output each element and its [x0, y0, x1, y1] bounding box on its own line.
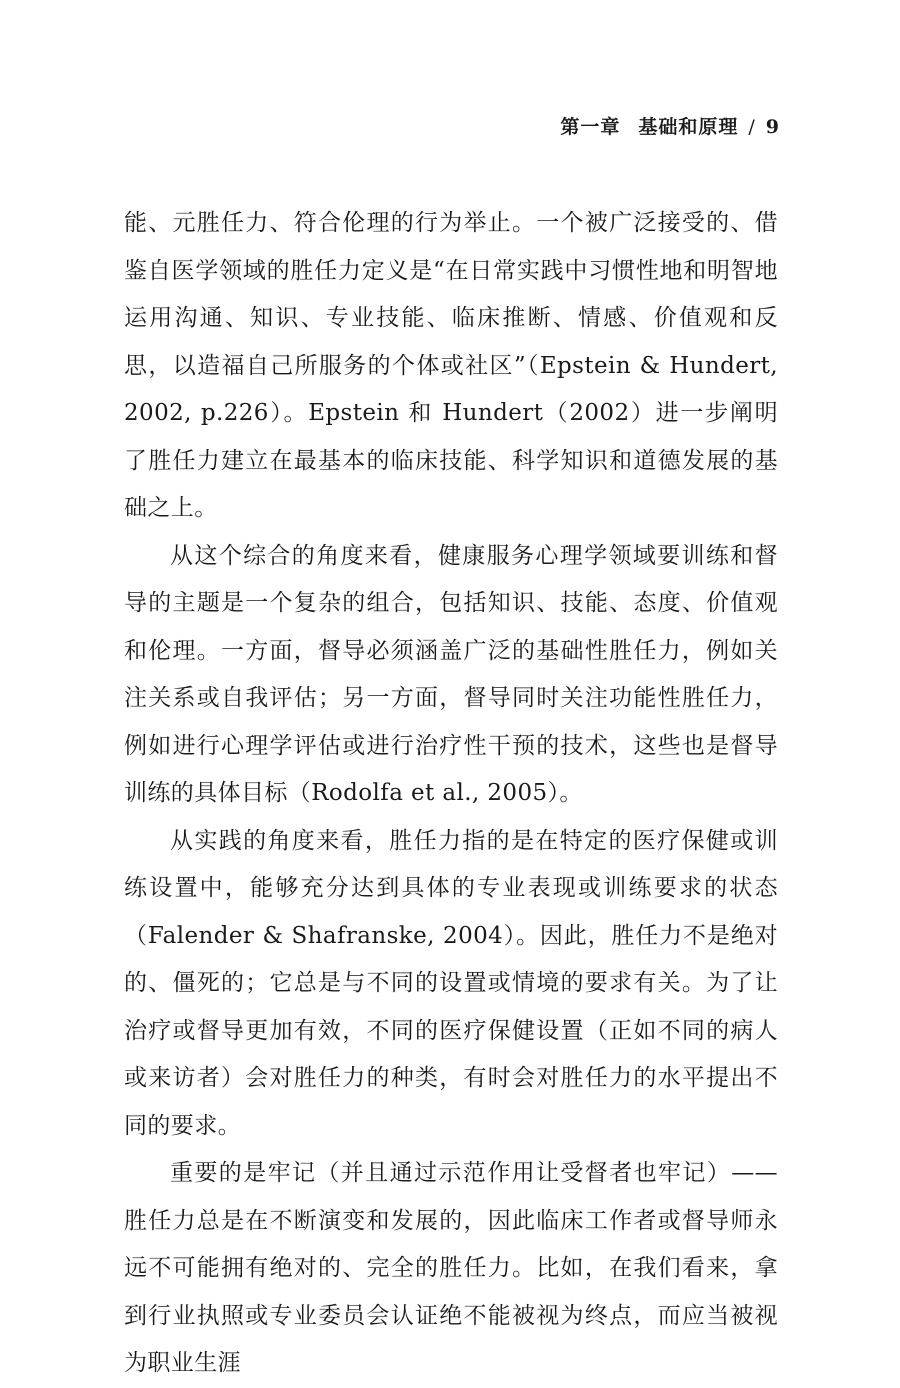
body-text	[124, 200, 778, 1388]
page-number: 9	[765, 116, 780, 138]
paragraph-continued: 能、元胜任力、符合伦理的行为举止。一个被广泛接受的、借鉴自医学领域的胜任力定义是“在日常实践中习惯性地和明智地运用沟通、知识、专业技能、临床推断、情感、价值观和反思，以造福自己所服务的个体或社区”（Epstein & Hundert, 2002, p.226）。Epstein 和 Hundert（2002）进一步阐明了胜任力建立在最基本的临床技能、科学知识和道德发展的基础之上。	[124, 210, 778, 521]
paragraph: 从这个综合的角度来看，健康服务心理学领域要训练和督导的主题是一个复杂的组合，包括知识、技能、态度、价值观和伦理。一方面，督导必须涵盖广泛的基础性胜任力，例如关注关系或自我评估；另一方面，督导同时关注功能性胜任力，例如进行心理学评估或进行治疗性干预的技术，这些也是督导训练的具体目标（Rodolfa et al., 2005）。	[124, 542, 778, 806]
header-separator: /	[748, 116, 756, 138]
chapter-label: 第一章	[560, 116, 621, 138]
paragraph: 重要的是牢记（并且通过示范作用让受督者也牢记）——胜任力总是在不断演变和发展的，因此临床工作者或督导师永远不可能拥有绝对的、完全的胜任力。比如，在我们看来，拿到行业执照或专业委员会认证绝不能被视为终点，而应当被视为职业生涯	[124, 1160, 778, 1376]
paragraph: 从实践的角度来看，胜任力指的是在特定的医疗保健或训练设置中，能够充分达到具体的专业表现或训练要求的状态（Falender & Shafranske, 2004）。因此，胜任力不是绝对的、僵死的；它总是与不同的设置或情境的要求有关。为了让治疗或督导更加有效，不同的医疗保健设置（正如不同的病人或来访者）会对胜任力的种类，有时会对胜任力的水平提出不同的要求。	[124, 827, 778, 1139]
running-header	[560, 112, 780, 139]
section-title: 基础和原理	[638, 116, 739, 138]
